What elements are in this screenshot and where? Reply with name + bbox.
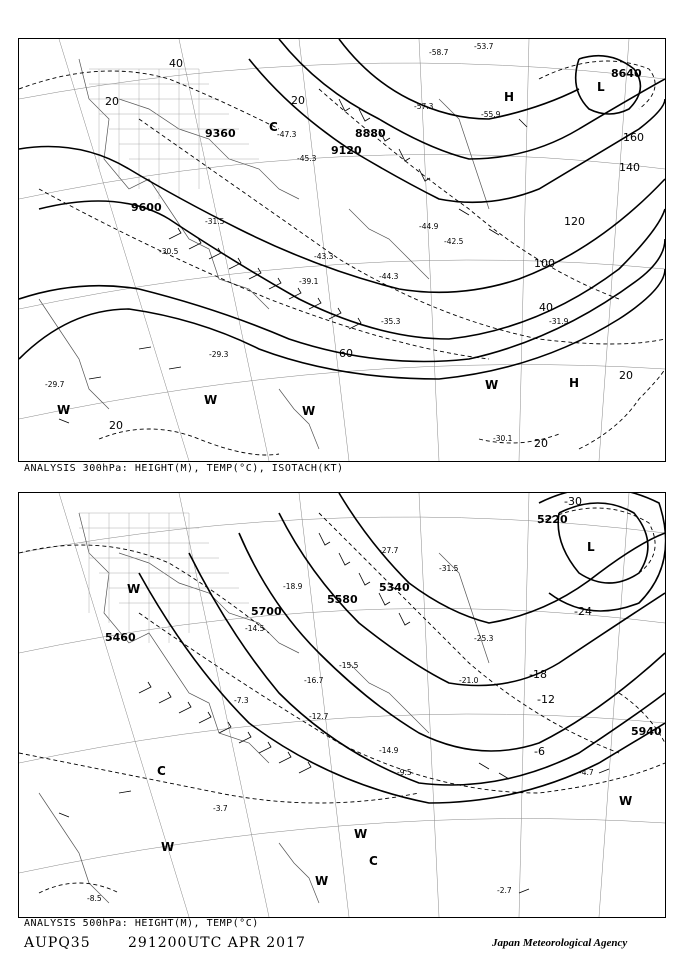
temp-label: -15.5	[339, 661, 359, 670]
temp-label: -31.9	[549, 317, 569, 326]
panel-500-caption: ANALYSIS 500hPa: HEIGHT(M), TEMP(°C)	[24, 918, 259, 929]
temp-label: -8.5	[87, 894, 102, 903]
temp-label: -14.5	[245, 624, 265, 633]
temp-label: -29.7	[45, 380, 65, 389]
coastlines-300	[39, 59, 489, 449]
warm-center-label: W	[127, 582, 141, 596]
cold-center-label: C	[269, 120, 278, 134]
height-contours-300	[19, 39, 665, 379]
hatch-region-500	[79, 513, 249, 643]
isotach-label: 160	[623, 131, 644, 144]
temp-label: -43.3	[314, 252, 334, 261]
low-center-label: L	[587, 540, 595, 554]
high-center-label: H	[569, 376, 580, 390]
cold-center-label: C	[157, 764, 166, 778]
temp-label: -58.7	[429, 48, 449, 57]
height-label-5700: 5700	[251, 605, 282, 618]
temp-label: -30.5	[159, 247, 179, 256]
isotach-label: 120	[564, 215, 585, 228]
temp-label: -21.0	[459, 676, 479, 685]
warm-center-label: W	[204, 393, 218, 407]
temp-label: -53.7	[474, 42, 494, 51]
temp-label: -4.7	[579, 768, 594, 777]
temp-label: -7.3	[234, 696, 249, 705]
temp-label: -31.5	[439, 564, 459, 573]
temp-label: -2.7	[497, 886, 512, 895]
temp-label: -25.3	[474, 634, 494, 643]
isotherm-label: -6	[534, 745, 545, 758]
temp-label: -44.9	[419, 222, 439, 231]
isotach-label: 40	[539, 301, 553, 314]
height-label-9360: 9360	[205, 127, 236, 140]
height-label-5220: 5220	[537, 513, 568, 526]
isotach-label: 60	[339, 347, 353, 360]
temp-label: -9.5	[397, 768, 412, 777]
isotherm-label: -12	[537, 693, 555, 706]
coastlines-500	[39, 513, 489, 903]
temp-label: -45.3	[297, 154, 317, 163]
temp-label: -3.7	[213, 804, 228, 813]
map-300hpa-svg	[19, 39, 665, 461]
temp-label: -27.7	[379, 546, 399, 555]
height-label-9600: 9600	[131, 201, 162, 214]
low-center-label: L	[597, 80, 605, 94]
temp-label: -30.1	[493, 434, 513, 443]
warm-center-label: W	[57, 403, 71, 417]
cold-center-label: C	[369, 854, 378, 868]
wind-barbs-500	[59, 533, 609, 893]
height-label-8880: 8880	[355, 127, 386, 140]
temp-label: -39.1	[299, 277, 319, 286]
isotherms-500	[19, 508, 665, 893]
isotach-label: 20	[109, 419, 123, 432]
wind-barbs-300	[59, 99, 527, 423]
height-label-5460: 5460	[105, 631, 136, 644]
height-label-9120: 9120	[331, 144, 362, 157]
temp-label: -55.9	[481, 110, 501, 119]
map-500hpa-svg	[19, 493, 665, 917]
temp-label: -16.7	[304, 676, 324, 685]
agency-name: Japan Meteorological Agency	[492, 937, 628, 949]
high-center-label: H	[504, 90, 515, 104]
warm-center-label: W	[485, 378, 499, 392]
temp-label: -12.7	[309, 712, 329, 721]
isotach-label: 20	[105, 95, 119, 108]
warm-center-label: W	[354, 827, 368, 841]
temp-label: -31.5	[205, 217, 225, 226]
height-label-5940: 5940	[631, 725, 662, 738]
temp-label: -42.5	[444, 237, 464, 246]
isotherm-label: -30	[564, 495, 582, 508]
warm-center-label: W	[302, 404, 316, 418]
temp-label: -57.3	[414, 102, 434, 111]
warm-center-label: W	[619, 794, 633, 808]
map-panel-300hpa	[18, 38, 666, 462]
isotach-label: 20	[619, 369, 633, 382]
warm-center-label: W	[161, 840, 175, 854]
isotachs-300	[19, 61, 665, 455]
temp-label: -44.3	[379, 272, 399, 281]
isotherm-label: -18	[529, 668, 547, 681]
temp-label: -29.3	[209, 350, 229, 359]
warm-center-label: W	[315, 874, 329, 888]
isotherm-label: -24	[574, 605, 592, 618]
isotach-label: 40	[169, 57, 183, 70]
panel-300-caption: ANALYSIS 300hPa: HEIGHT(M), TEMP(°C), ISOTACH(KT)	[24, 463, 344, 474]
height-label-5340: 5340	[379, 581, 410, 594]
height-label-5580: 5580	[327, 593, 358, 606]
temp-label: -18.9	[283, 582, 303, 591]
temp-label: -47.3	[277, 130, 297, 139]
isotach-label: 140	[619, 161, 640, 174]
product-code: AUPQ35	[24, 935, 91, 951]
isotach-label: 100	[534, 257, 555, 270]
height-label-8640: 8640	[611, 67, 642, 80]
isotach-label: 20	[291, 94, 305, 107]
temp-label: -14.9	[379, 746, 399, 755]
isotach-label: 20	[534, 437, 548, 450]
map-panel-500hpa	[18, 492, 666, 918]
temp-label: -35.3	[381, 317, 401, 326]
valid-time: 291200UTC APR 2017	[128, 935, 306, 951]
